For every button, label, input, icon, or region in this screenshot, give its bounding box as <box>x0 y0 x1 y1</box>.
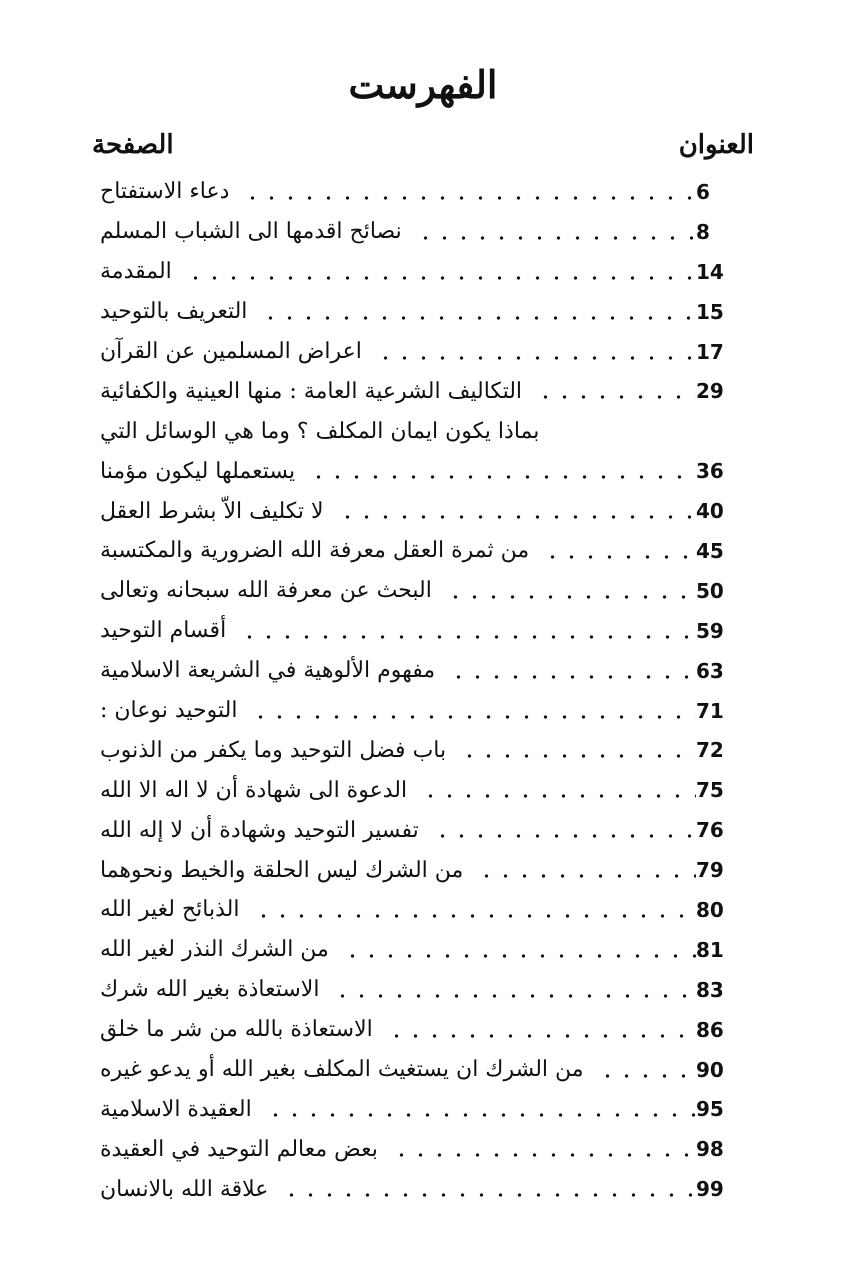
toc-entry <box>90 1010 752 1050</box>
toc-entry-page-number: 99 <box>696 1177 724 1202</box>
toc-entry-title: العقيدة الاسلامية <box>100 1096 252 1122</box>
toc-entry-title: أقسام التوحيد <box>100 618 227 644</box>
toc-entry-title: التوحيد نوعان : <box>100 698 238 724</box>
toc-entry-title: بعض معالم التوحيد في العقيدة <box>100 1136 378 1162</box>
toc-entry-title: من الشرك ليس الحلقة والخيط ونحوهما <box>100 857 464 883</box>
dot-leader <box>477 869 696 883</box>
toc-entry-title: من الشرك النذر لغير الله <box>100 937 329 963</box>
toc-entry <box>90 1169 752 1209</box>
dot-leader <box>543 550 696 564</box>
toc-entry <box>90 810 752 850</box>
toc-entry <box>90 1129 752 1169</box>
dot-leader <box>240 630 696 644</box>
dot-leader <box>392 1148 696 1162</box>
dot-leader <box>251 710 696 724</box>
dot-leader <box>598 1069 696 1083</box>
toc-entry-page-number: 95 <box>696 1097 724 1122</box>
toc-entry-title: باب فضل التوحيد وما يكفر من الذنوب <box>100 737 447 763</box>
toc-entry <box>90 730 752 770</box>
toc-entry <box>90 292 752 332</box>
toc-entry <box>90 970 752 1010</box>
dot-leader <box>433 829 696 843</box>
dot-leader <box>536 390 696 404</box>
toc-entry-page-number: 98 <box>696 1137 724 1162</box>
toc-entry <box>90 212 752 252</box>
toc-entry-page-number: 59 <box>696 618 724 643</box>
toc-entry <box>90 850 752 890</box>
dot-leader <box>338 510 696 524</box>
toc-entry-page-number: 90 <box>696 1057 724 1082</box>
dot-leader <box>449 670 696 684</box>
dot-leader <box>446 590 696 604</box>
toc-entry <box>90 371 752 411</box>
toc-entry <box>90 1089 752 1129</box>
dot-leader <box>309 470 696 484</box>
toc-entry-page-number: 71 <box>696 698 724 723</box>
title-column-header: العنوان <box>678 130 754 160</box>
toc-entry <box>90 930 752 970</box>
toc-entry-title: البحث عن معرفة الله سبحانه وتعالى <box>100 578 432 604</box>
toc-entry <box>90 332 752 372</box>
toc-entry-page-number: 76 <box>696 818 724 843</box>
toc-entry-title: اعراض المسلمين عن القرآن <box>100 339 362 364</box>
toc-entry-page-number: 8 <box>696 219 710 244</box>
toc-entry <box>90 411 752 451</box>
toc-entry-title: نصائح اقدمها الى الشباب المسلم <box>100 219 402 245</box>
toc-entry-title: يستعملها ليكون مؤمنا <box>100 458 296 484</box>
toc-entry-page-number: 80 <box>696 897 724 922</box>
toc-entry-page-number: 45 <box>696 538 724 563</box>
dot-leader <box>387 1029 696 1043</box>
dot-leader <box>266 1108 696 1122</box>
toc-entry-title: بماذا يكون ايمان المكلف ؟ وما هي الوسائل التي <box>100 418 540 444</box>
toc-entry <box>90 252 752 292</box>
toc-entry-title: التكاليف الشرعية العامة : منها العينية والكفائية <box>100 378 523 404</box>
page-column-header: الصفحة <box>92 130 174 160</box>
toc-entry-title: علاقة الله بالانسان <box>100 1176 269 1202</box>
toc-entry-title: من الشرك ان يستغيث المكلف بغير الله أو يدعو غيره <box>100 1057 584 1083</box>
toc-entry-page-number: 75 <box>696 778 724 803</box>
toc-entry-title: المقدمة <box>100 259 172 285</box>
dot-leader <box>282 1188 696 1202</box>
dot-leader <box>243 191 696 205</box>
toc-entry-page-number: 72 <box>696 738 724 763</box>
toc-entry-title: دعاء الاستفتاح <box>100 179 230 205</box>
toc-entry-page-number: 17 <box>696 339 724 364</box>
dot-leader <box>254 909 697 923</box>
toc-entry-page-number: 81 <box>696 937 724 962</box>
toc-entry-page-number: 36 <box>696 459 724 484</box>
dot-leader <box>333 989 696 1003</box>
toc-entry-title: الذبائح لغير الله <box>100 897 240 923</box>
dot-leader <box>343 949 696 963</box>
toc-entry <box>90 611 752 651</box>
toc-entry-page-number: 14 <box>696 259 724 284</box>
toc-entry-page-number: 6 <box>696 179 710 204</box>
dot-leader <box>261 311 696 325</box>
toc-entry-page-number: 83 <box>696 977 724 1002</box>
toc-entry-title: الدعوة الى شهادة أن لا اله الا الله <box>100 777 408 803</box>
dot-leader <box>421 789 696 803</box>
toc-entry <box>90 770 752 810</box>
toc-entry-page-number: 40 <box>696 499 724 524</box>
table-of-contents <box>90 172 752 1209</box>
toc-entry <box>90 571 752 611</box>
toc-entry-title: مفهوم الألوهية في الشريعة الاسلامية <box>100 658 436 684</box>
dot-leader <box>553 430 696 444</box>
toc-entry-title: الاستعاذة بغير الله شرك <box>100 977 320 1003</box>
toc-entry <box>90 890 752 930</box>
dot-leader <box>186 271 696 285</box>
dot-leader <box>460 749 696 763</box>
toc-entry-title: من ثمرة العقل معرفة الله الضرورية والمكتسبة <box>100 538 530 564</box>
toc-entry-title: لا تكليف الاّ بشرط العقل <box>100 498 324 524</box>
toc-entry-page-number: 15 <box>696 299 724 324</box>
toc-entry-page-number: 50 <box>696 578 724 603</box>
toc-entry-title: الاستعاذة بالله من شر ما خلق <box>100 1017 373 1043</box>
toc-entry <box>90 172 752 212</box>
dot-leader <box>376 351 696 365</box>
dot-leader <box>416 231 696 245</box>
page-title: الفهرست <box>348 62 498 107</box>
toc-entry-page-number: 63 <box>696 658 724 683</box>
toc-entry <box>90 451 752 491</box>
toc-entry-page-number: 86 <box>696 1017 724 1042</box>
toc-entry-title: التعريف بالتوحيد <box>100 299 248 325</box>
toc-entry <box>90 531 752 571</box>
toc-entry-title: تفسير التوحيد وشهادة أن لا إله الله <box>100 817 419 843</box>
toc-entry <box>90 691 752 731</box>
toc-entry <box>90 651 752 691</box>
toc-entry-page-number: 29 <box>696 379 724 404</box>
toc-entry <box>90 1050 752 1090</box>
toc-entry <box>90 491 752 531</box>
toc-entry-page-number: 79 <box>696 858 724 883</box>
